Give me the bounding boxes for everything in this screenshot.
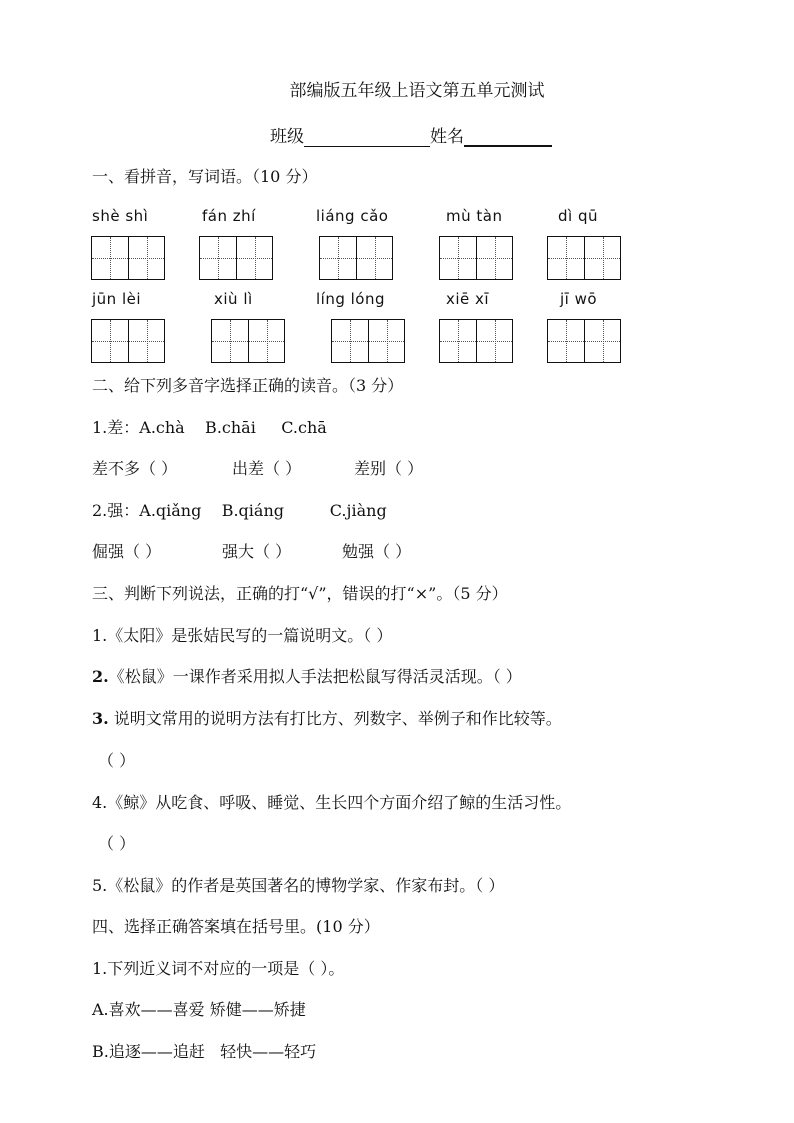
class-name-line xyxy=(270,122,552,147)
writing-grid[interactable] xyxy=(439,236,513,280)
judgment-item[interactable]: 5.《松鼠》的作者是英国著名的博物学家、作家布封。（ ） xyxy=(92,876,505,895)
judgment-paren[interactable]: （ ） xyxy=(98,751,136,770)
polyphone-word[interactable]: 勉强（ ） xyxy=(342,542,412,561)
writing-grid[interactable] xyxy=(319,236,393,280)
item-text: 《松鼠》一课作者采用拟人手法把松鼠写得活灵活现。（ ） xyxy=(108,667,522,686)
polyphone-question-1: 1.差：A.chà B.chāi C.chā xyxy=(92,418,327,437)
pinyin-label: xiē xī xyxy=(446,290,490,308)
pinyin-label: mù tàn xyxy=(446,207,503,225)
section2-heading: 二、给下列多音字选择正确的读音。（3 分） xyxy=(92,376,404,395)
section4-heading xyxy=(92,914,380,937)
class-blank[interactable] xyxy=(304,128,430,147)
section1-heading: 一、看拼音，写词语。（10 分） xyxy=(92,167,318,186)
name-blank[interactable] xyxy=(464,127,552,147)
item-number: 3. xyxy=(92,709,109,728)
judgment-item[interactable]: 4.《鲸》从吃食、呼吸、睡觉、生长四个方面介绍了鲸的生活习性。 xyxy=(92,793,572,812)
writing-grid[interactable] xyxy=(547,319,621,363)
writing-grid[interactable] xyxy=(91,319,165,363)
section4-heading-text: 四、选择正确答案填在括号里。 xyxy=(92,917,317,936)
polyphone-word[interactable]: 出差（ ） xyxy=(232,459,302,478)
polyphone-question-2: 2.强：A.qiǎng B.qiáng C.jiàng xyxy=(92,501,387,520)
pinyin-label: fán zhí xyxy=(202,207,256,225)
choice-option-a[interactable]: A.喜欢——喜爱 矫健——矫捷 xyxy=(92,1000,306,1019)
class-label: 班级 xyxy=(270,127,304,147)
section3-heading: 三、判断下列说法，正确的打“√”，错误的打“×”。（5 分） xyxy=(92,584,508,603)
pinyin-label: dì qū xyxy=(558,207,598,225)
writing-grid[interactable] xyxy=(211,319,285,363)
writing-grid[interactable] xyxy=(331,319,405,363)
writing-grid[interactable] xyxy=(547,236,621,280)
pinyin-label: liáng cǎo xyxy=(316,207,389,225)
writing-grid[interactable] xyxy=(439,319,513,363)
judgment-item[interactable] xyxy=(92,664,522,687)
judgment-item[interactable]: 1.《太阳》是张姞民写的一篇说明文。（ ） xyxy=(92,626,393,645)
pinyin-label: líng lóng xyxy=(316,290,386,308)
section4-score: (10 分） xyxy=(316,917,380,936)
polyphone-word[interactable]: 差不多（ ） xyxy=(92,459,178,478)
page-title: 部编版五年级上语文第五单元测试 xyxy=(289,81,545,101)
polyphone-word[interactable]: 倔强（ ） xyxy=(92,542,162,561)
pinyin-label: shè shì xyxy=(92,207,149,225)
pinyin-label: xiù lì xyxy=(214,290,253,308)
item-text: 说明文常用的说明方法有打比方、列数字、举例子和作比较等。 xyxy=(108,709,562,728)
polyphone-word[interactable]: 差别（ ） xyxy=(354,459,424,478)
writing-grid[interactable] xyxy=(199,236,273,280)
pinyin-label: jī wō xyxy=(560,290,598,308)
item-number: 2. xyxy=(92,667,109,686)
name-label: 姓名 xyxy=(430,127,464,147)
pinyin-label: jūn lèi xyxy=(92,290,142,308)
writing-grid[interactable] xyxy=(91,236,165,280)
choice-option-b[interactable]: B.追逐——追赶 轻快——轻巧 xyxy=(92,1042,317,1061)
judgment-paren[interactable]: （ ） xyxy=(98,834,136,853)
polyphone-word[interactable]: 强大（ ） xyxy=(222,542,292,561)
judgment-item[interactable] xyxy=(92,706,562,729)
choice-question-1: 1.下列近义词不对应的一项是（ ）。 xyxy=(92,959,345,978)
